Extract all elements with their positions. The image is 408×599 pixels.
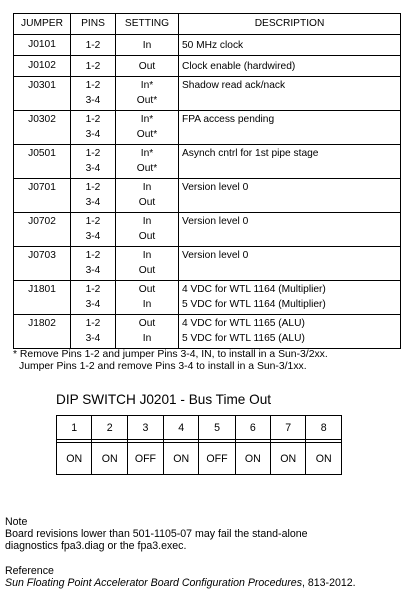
- setting-cell-line: Out*: [136, 95, 158, 106]
- header-setting: SETTING: [116, 14, 179, 35]
- jumper-cell: J0101: [14, 35, 71, 56]
- pins-cell: [71, 111, 116, 145]
- setting-cell: [116, 77, 179, 111]
- reference-number: , 813-2012.: [302, 577, 356, 589]
- table-row: [14, 145, 401, 179]
- setting-cell: [116, 56, 179, 77]
- note: [5, 516, 308, 552]
- reference-citation: [5, 577, 356, 589]
- jumper-cell: J0701: [14, 179, 71, 213]
- setting-cell-line: Out: [138, 231, 156, 242]
- dip-switch-title: DIP SWITCH J0201 - Bus Time Out: [56, 392, 272, 407]
- dip-switch-number: 8: [306, 416, 342, 440]
- description-cell: [179, 111, 401, 145]
- description-cell: [179, 213, 401, 247]
- setting-cell: [116, 179, 179, 213]
- setting-cell-line: In: [142, 182, 152, 193]
- setting-cell: [116, 247, 179, 281]
- description-cell-line: 5 VDC for WTL 1165 (ALU): [182, 333, 305, 344]
- setting-cell-line: In: [142, 216, 152, 227]
- description-cell-line: Shadow read ack/nack: [182, 80, 286, 91]
- pins-cell-line: 3-4: [85, 231, 101, 242]
- reference-heading: Reference: [5, 565, 54, 577]
- jumper-cell: J0703: [14, 247, 71, 281]
- pins-cell: [71, 77, 116, 111]
- footnote-line-2: Jumper Pins 1-2 and remove Pins 3-4 to install in a Sun-3/1xx.: [19, 361, 307, 372]
- pins-cell: [71, 179, 116, 213]
- jumper-cell: J0501: [14, 145, 71, 179]
- setting-cell-line: Out: [138, 284, 156, 295]
- dip-switch-value: ON: [57, 443, 92, 475]
- table-row: [14, 247, 401, 281]
- pins-cell-line: 1-2: [85, 39, 101, 51]
- pins-cell: [71, 281, 116, 315]
- setting-cell-line: Out*: [136, 129, 158, 140]
- setting-cell: [116, 281, 179, 315]
- note-line-1: Board revisions lower than 501-1105-07 may fail the stand-alone: [5, 528, 308, 540]
- dip-switch-number: 7: [271, 416, 306, 440]
- dip-switch-values: [57, 443, 342, 475]
- pins-cell-line: 3-4: [85, 129, 101, 140]
- pins-cell-line: 1-2: [85, 60, 101, 72]
- setting-cell-line: In*: [140, 114, 154, 125]
- setting-cell-line: Out: [138, 197, 156, 208]
- description-cell-line: 5 VDC for WTL 1164 (Multiplier): [182, 299, 326, 310]
- description-cell-line: Asynch cntrl for 1st pipe stage: [182, 148, 319, 159]
- header-jumper: JUMPER: [14, 14, 71, 35]
- dip-switch-value: ON: [271, 443, 306, 475]
- table-row: [14, 315, 401, 349]
- dip-switch-value: OFF: [127, 443, 163, 475]
- dip-switch-value: ON: [92, 443, 127, 475]
- setting-cell-line: In: [142, 39, 152, 51]
- pins-cell-line: 3-4: [85, 95, 101, 106]
- jumper-cell: J1802: [14, 315, 71, 349]
- setting-cell: [116, 213, 179, 247]
- table-row: [14, 35, 401, 56]
- dip-switch-table: [56, 415, 342, 475]
- dip-switch-numbers: [57, 416, 342, 440]
- table-row: [14, 179, 401, 213]
- table-row: [14, 77, 401, 111]
- note-heading: Note: [5, 516, 28, 528]
- pins-cell-line: 1-2: [85, 318, 101, 329]
- setting-cell-line: Out: [138, 265, 156, 276]
- dip-switch-number: 6: [235, 416, 270, 440]
- pins-cell-line: 3-4: [85, 163, 101, 174]
- table-row: [14, 56, 401, 77]
- footnote: [13, 349, 328, 373]
- pins-cell-line: 1-2: [85, 216, 101, 227]
- description-cell-line: 4 VDC for WTL 1164 (Multiplier): [182, 284, 326, 295]
- reference: [5, 565, 356, 589]
- description-cell: [179, 281, 401, 315]
- setting-cell-line: In: [142, 250, 152, 261]
- description-cell: [179, 247, 401, 281]
- pins-cell-line: 1-2: [85, 250, 101, 261]
- description-cell-line: Version level 0: [182, 182, 249, 193]
- pins-cell-line: 3-4: [85, 299, 101, 310]
- dip-switch-number: 2: [92, 416, 127, 440]
- pins-cell: [71, 145, 116, 179]
- pins-cell-line: 1-2: [85, 80, 101, 91]
- jumper-cell: J0702: [14, 213, 71, 247]
- pins-cell: [71, 315, 116, 349]
- jumper-cell: J0302: [14, 111, 71, 145]
- setting-cell: [116, 145, 179, 179]
- dip-switch-number: 5: [199, 416, 235, 440]
- jumper-table-header: [14, 14, 401, 35]
- dip-switch-number: 1: [57, 416, 92, 440]
- description-cell: [179, 77, 401, 111]
- pins-cell-line: 3-4: [85, 197, 101, 208]
- table-row: [14, 213, 401, 247]
- description-cell: [179, 315, 401, 349]
- pins-cell-line: 3-4: [85, 333, 101, 344]
- setting-cell-line: In: [142, 299, 152, 310]
- dip-switch-value: OFF: [199, 443, 235, 475]
- footnote-line-1: * Remove Pins 1-2 and jumper Pins 3-4, IN, to install in a Sun-3/2xx.: [13, 349, 328, 360]
- setting-cell: [116, 35, 179, 56]
- setting-cell-line: In: [142, 333, 152, 344]
- description-cell: [179, 179, 401, 213]
- jumper-cell: J0301: [14, 77, 71, 111]
- pins-cell: [71, 35, 116, 56]
- table-row: [14, 111, 401, 145]
- description-cell-line: Version level 0: [182, 216, 249, 227]
- dip-switch-value: ON: [235, 443, 270, 475]
- pins-cell-line: 1-2: [85, 148, 101, 159]
- description-cell-line: Clock enable (hardwired): [182, 60, 296, 72]
- dip-switch-value: ON: [164, 443, 199, 475]
- setting-cell-line: Out: [138, 318, 156, 329]
- description-cell: [179, 56, 401, 77]
- description-cell: [179, 35, 401, 56]
- pins-cell: [71, 56, 116, 77]
- pins-cell-line: 1-2: [85, 182, 101, 193]
- table-row: [14, 281, 401, 315]
- dip-switch-number: 4: [164, 416, 199, 440]
- description-cell-line: Version level 0: [182, 250, 249, 261]
- reference-title: Sun Floating Point Accelerator Board Configuration Procedures: [5, 577, 302, 589]
- pins-cell-line: 3-4: [85, 265, 101, 276]
- jumper-cell: J1801: [14, 281, 71, 315]
- dip-switch-number: 3: [127, 416, 163, 440]
- header-description: DESCRIPTION: [179, 14, 401, 35]
- pins-cell-line: 1-2: [85, 114, 101, 125]
- setting-cell-line: In*: [140, 148, 154, 159]
- setting-cell: [116, 111, 179, 145]
- description-cell: [179, 145, 401, 179]
- setting-cell: [116, 315, 179, 349]
- pins-cell-line: 1-2: [85, 284, 101, 295]
- setting-cell-line: Out: [138, 60, 156, 72]
- description-cell-line: 4 VDC for WTL 1165 (ALU): [182, 318, 305, 329]
- description-cell-line: 50 MHz clock: [182, 39, 244, 51]
- jumper-cell: J0102: [14, 56, 71, 77]
- note-line-2: diagnostics fpa3.diag or the fpa3.exec.: [5, 540, 187, 552]
- pins-cell: [71, 213, 116, 247]
- header-pins: PINS: [71, 14, 116, 35]
- setting-cell-line: In*: [140, 80, 154, 91]
- setting-cell-line: Out*: [136, 163, 158, 174]
- pins-cell: [71, 247, 116, 281]
- dip-switch-value: ON: [306, 443, 342, 475]
- jumper-table: [13, 13, 401, 349]
- description-cell-line: FPA access pending: [182, 114, 275, 125]
